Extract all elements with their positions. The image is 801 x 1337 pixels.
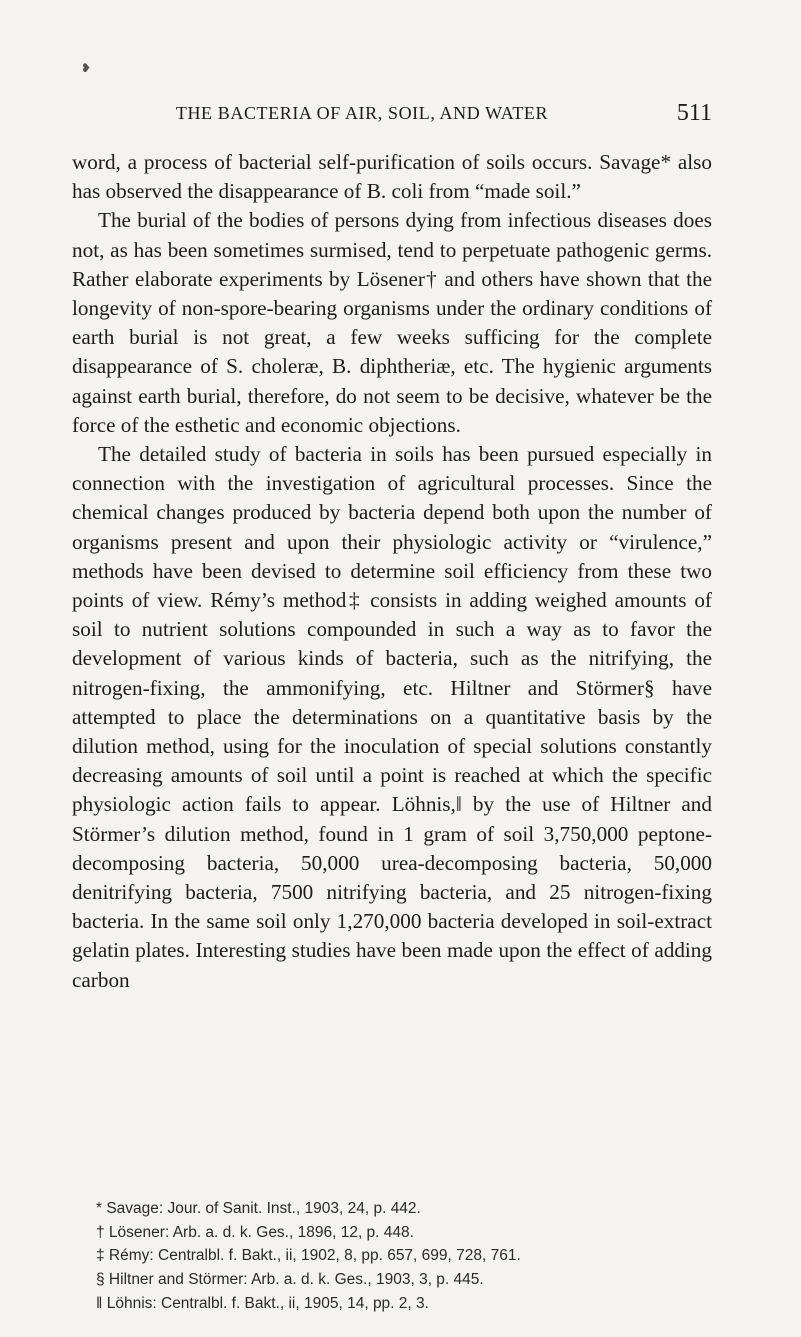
footnote-losener: † Lösener: Arb. a. d. k. Ges., 1896, 12, p. 448.	[96, 1223, 414, 1241]
running-head: THE BACTERIA OF AIR, SOIL, AND WATER	[175, 103, 549, 123]
printer-mark-icon: ❥	[81, 61, 92, 75]
footnote-savage: * Savage: Jour. of Sanit. Inst., 1903, 24, p. 442.	[96, 1200, 421, 1217]
page-number: 511	[676, 100, 712, 126]
footnotes	[96, 1197, 712, 1316]
paragraph-soil-bacteria: The detailed study of bacteria in soils has been pursued especially in connection with the investigation of agricultural processes. Since the chemical changes produced by bacteria depend both upon the number of organisms present and upon their physiologic activity or “virulence,” methods have been devised to determine soil efficiency from these two points of view. Rémy’s method‡ consists in adding weighed amounts of soil to nutrient solutions compounded in such a way as to favor the development of various kinds of bacteria, such as the nitrifying, the nitrogen-fixing, the ammonifying, etc. Hiltner and Störmer§ have attempted to place the determinations on a quantitative basis by the dilution method, using for the inoculation of special solutions constantly decreasing amounts of soil until a point is reached at which the specific physiologic action fails to appear. Löhnis,‖ by the use of Hiltner and Störmer’s dilution method, found in 1 gram of soil 3,750,000 peptone-decomposing bacteria, 50,000 urea-decomposing bacteria, 50,000 denitrifying bacteria, 7500 nitrifying bacteria, and 25 nitrogen-fixing bacteria. In the same soil only 1,270,000 bacteria developed in soil-extract gelatin plates. Interesting studies have been made upon the effect of adding carbon	[72, 442, 712, 992]
paragraph-continuation: word, a process of bacterial self-purification of soils occurs. Savage* also has observed the disappearance of B. coli from “made soil.”	[72, 150, 712, 204]
paragraph-burial: The burial of the bodies of persons dying from infectious diseases does not, as has been sometimes surmised, tend to perpetuate pathogenic germs. Rather elaborate experiments by Lösener† and others have shown that the longevity of non-spore-bearing organisms under the ordinary conditions of earth burial is not great, a few weeks sufficing for the complete disappearance of S. choleræ, B. diphtheriæ, etc. The hygienic arguments against earth burial, therefore, do not seem to be decisive, whatever be the force of the esthetic and economic objections.	[72, 208, 712, 437]
footnote-remy: ‡ Rémy: Centralbl. f. Bakt., ii, 1902, 8, pp. 657, 699, 728, 761.	[96, 1247, 521, 1265]
body-text	[72, 148, 712, 995]
page-header	[72, 98, 712, 128]
footnote-lohnis: ‖ Löhnis: Centralbl. f. Bakt., ii, 1905, 14, pp. 2, 3.	[96, 1294, 429, 1312]
footnote-hiltner-stormer: § Hiltner and Störmer: Arb. a. d. k. Ges., 1903, 3, p. 445.	[96, 1271, 484, 1289]
